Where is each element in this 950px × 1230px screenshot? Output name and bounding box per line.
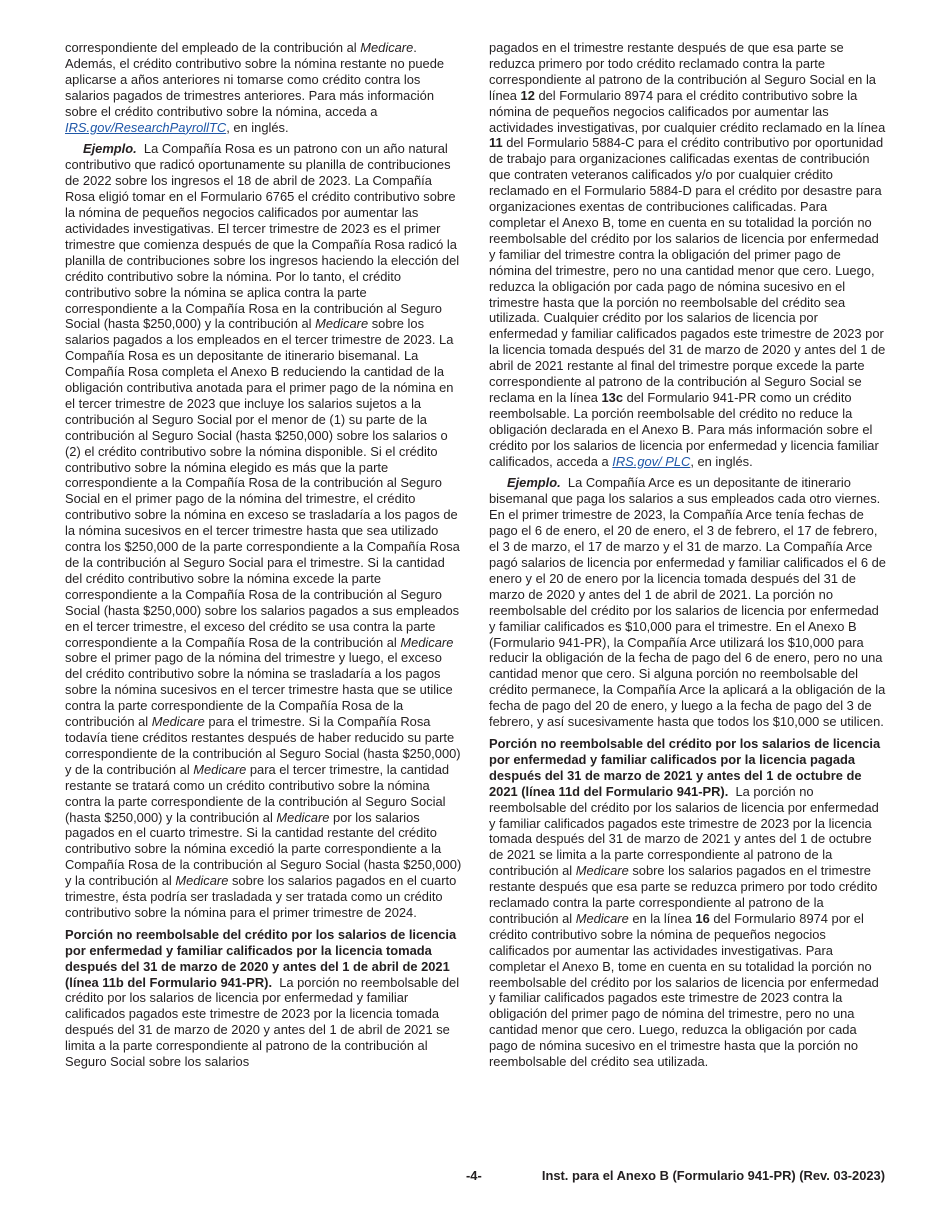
- example-label: Ejemplo.: [83, 141, 137, 157]
- section-heading: Porción no reembolsable del crédito por los salarios de licencia por enfermedad y familiar calificados por la licencia pagada después del 31 de marzo de 2021 y antes del 1 de octubre de 2021 (línea 11d del Formulario 941-PR).: [489, 735, 881, 799]
- section-paragraph: [65, 927, 462, 1070]
- example-paragraph: [489, 475, 886, 730]
- section-text: La porción no reembolsable del crédito por los salarios de licencia por enfermedad y familiar calificados pagados este trimestre de 2023 por la licencia tomada después del 31 de marzo de 2021 y antes del 1 de octubre de 2021 se limita a la parte correspondiente al patrono de la contribución al Medicare sobre los salarios pagados en el trimestre restante después que esa parte se reduzca primero por todo crédito reclamado contra la parte correspondiente al patrono de la contribución al Medicare en la línea 16 del Formulario 8974 por el crédito contributivo sobre la nómina de pequeños negocios calificados por aumentar las actividades investigativas. Para completar el Anexo B, tome en cuenta en su totalidad la porción no reembolsable del crédito por los salarios de licencia por enfermedad y familiar calificados pagados este trimestre de 2023 contra la obligación del primer pago de nómina del trimestre, pero no una cantidad menor que cero. Luego, reduzca la obligación por cada pago de nómina sucesivo en el trimestre hasta que la porción no reembolsable del crédito sea utilizada.: [489, 783, 879, 1070]
- left-column: [65, 40, 462, 1076]
- irs-link[interactable]: IRS.gov/ResearchPayrollTC: [65, 119, 227, 135]
- example-text: La Compañía Rosa es un patrono con un año natural contributivo que radicó oportunamente su planilla de contribuciones de 2022 sobre los ingresos el 18 de abril de 2023. La Compañía Rosa eligió tomar en el Formulario 6765 el crédito contributivo sobre la nómina de pequeños negocios calificados por aumentar las actividades investigativas. El tercer trimestre de 2023 es el primer trimestre que comienza después de que la Compañía Rosa radicó la planilla de contribuciones sobre los ingresos haciendo la elección del crédito contributivo sobre la nómina. Por lo tanto, el crédito contributivo sobre la nómina se aplica contra la parte correspondiente a la Compañía Rosa en la contribución al Seguro Social (hasta $250,000) y la contribución al Medicare sobre los salarios pagados a los empleados en el tercer trimestre de 2023. La Compañía Rosa es un depositante de itinerario bisemanal. La Compañía Rosa completa el Anexo B reduciendo la cantidad de la obligación contributiva anotada para el primer pago de la nómina en el tercer trimestre de 2023 que incluye los salarios sujetos a la contribución al Seguro Social por el menor de (1) su parte de la contribución al Seguro Social (hasta $250,000) sobre los salarios o (2) el crédito contributivo sobre la nómina disponible. Si el crédito contributivo sobre la nómina elegido es más que la parte correspondiente a la Compañía Rosa de la contribución al Seguro Social en el primer pago de la nómina del trimestre, el crédito contributivo sobre la nómina en exceso se trasladaría a los pagos de la nómina sucesivos en el tercer trimestre hasta que sea utilizado contra los $250,000 de la parte correspondiente a la Compañía Rosa de la contribución al Seguro Social para el trimestre. Si la cantidad del crédito contributivo sobre la nómina excede la parte correspondiente a la Compañía Rosa de la contribución al Seguro Social (hasta $250,000) sobre los salarios pagados a sus empleados en el tercer trimestre, el exceso del crédito se usa contra la parte correspondiente a la Compañía Rosa de la contribución al Medicare sobre el primer pago de la nómina del trimestre y luego, el exceso del crédito contributivo sobre la nómina se trasladaría a los pagos sobre la nómina sucesivos en el tercer trimestre hasta que se utilice contra la parte correspondiente de la Compañía Rosa de la contribución al Medicare para el trimestre. Si la Compañía Rosa todavía tiene créditos restantes después de haber reducido su parte correspondiente de la contribución al Seguro Social (hasta $250,000) y de la contribución al Medicare para el tercer trimestre, la cantidad restante se tratará como un crédito contributivo sobre la nómina contra la parte correspondiente de la contribución al Seguro Social (hasta $250,000) y la contribución al Medicare por los salarios pagados en el cuarto trimestre. Si la cantidad restante del crédito contributivo sobre la nómina excedió la parte correspondiente a la Compañía Rosa de la contribución al Seguro Social (hasta $250,000) y la contribución al Medicare sobre los salarios pagados en el cuarto trimestre, ésta podría ser trasladada y ser tratada como un crédito contributivo sobre la nómina para el primer trimestre de 2024.: [65, 141, 462, 920]
- example-label: Ejemplo.: [507, 475, 561, 491]
- irs-link[interactable]: IRS.gov/ PLC: [612, 453, 691, 469]
- paragraph: pagados en el trimestre restante después de que esa parte se reduzca primero por todo crédito reclamado contra la parte correspondiente al patrono de la contribución al Seguro Social en la línea 12 del Formulario 8974 para el crédito contributivo sobre la nómina de pequeños negocios calificados por aumentar las actividades investigativas, por cualquier crédito reclamado en la línea 11 del Formulario 5884-C para el crédito contributivo por oportunidad de trabajo para organizaciones calificadas exentas de contribución que contraten veteranos calificados y/o por cualquier crédito reclamado en el Formulario 5884-D para el crédito por desastre para organizaciones exentas de contribuciones calificadas. Para completar el Anexo B, tome en cuenta en su totalidad la porción no reembolsable del crédito por los salarios de licencia por enfermedad y familiar del trimestre contra la obligación del primer pago de nómina del trimestre, pero no una cantidad menor que cero. Luego, reduzca la obligación por cada pago de nómina sucesivo en el trimestre hasta que la porción no reembolsable del crédito sea utilizada. Cualquier crédito por los salarios de licencia por enfermedad y familiar calificados pagados este trimestre de 2023 por la licencia tomada después del 31 de marzo de 2020 y antes del 1 de abril de 2021 restante al final del trimestre porque excede la parte correspondiente al patrono de la contribución al Seguro Social se reclama en la línea 13c del Formulario 941-PR como un crédito reembolsable. La porción reembolsable del crédito no reduce la obligación declarada en el Anexo B. Para más información sobre el crédito por los salarios de licencia por enfermedad y licencia familiar calificados, acceda a IRS.gov/ PLC, en inglés.: [489, 40, 886, 469]
- page-number: -4-: [466, 1168, 482, 1183]
- example-text: La Compañía Arce es un depositante de itinerario bisemanal que paga los salarios a sus empleados cada otro viernes. En el primer trimestre de 2023, la Compañía Arce tenía fechas de pago el 6 de enero, el 20 de enero, el 3 de febrero, el 17 de febrero, el 3 de marzo, el 17 de marzo y el 31 de marzo. La Compañía Arce pagó salarios de licencia por enfermedad y familiar calificados el 6 de enero y el 20 de enero por la licencia tomada después del 31 de marzo de 2020 y antes del 1 de abril de 2021. La porción no reembolsable del crédito por los salarios de licencia por enfermedad y familiar calificados es $10,000 para el trimestre. En el Anexo B (Formulario 941-PR), la Compañía Arce utilizará los $10,000 para reducir la obligación de la fecha de pago del 6 de enero, pero no una cantidad menor que cero. Si alguna porción no reembolsable del crédito permanece, la Compañía Arce la aplicará a la obligación de la fecha de pago del 20 de enero, y luego a la fecha de pago del 3 de febrero, y así sucesivamente hasta que todos los $10,000 se utilicen.: [489, 475, 886, 730]
- form-title: Inst. para el Anexo B (Formulario 941-PR) (Rev. 03-2023): [541, 1168, 885, 1183]
- example-paragraph: [65, 141, 462, 920]
- right-column: [489, 40, 886, 1076]
- paragraph: correspondiente del empleado de la contribución al Medicare. Además, el crédito contributivo sobre la nómina restante no puede aplicarse a años anteriores ni tomarse como crédito contra los salarios pagados de trimestres anteriores. Para más información sobre el crédito contributivo sobre la nómina, acceda a IRS.gov/ResearchPayrollTC, en inglés.: [65, 40, 445, 135]
- section-heading: Porción no reembolsable del crédito por los salarios de licencia por enfermedad y familiar calificados por la licencia tomada después del 31 de marzo de 2020 y antes del 1 de abril de 2021 (línea 11b del Formulario 941-PR).: [65, 926, 457, 990]
- section-text: La porción no reembolsable del crédito por los salarios de licencia por enfermedad y familiar calificados pagados este trimestre de 2023 por la licencia tomada después del 31 de marzo de 2020 y antes del 1 de abril de 2021 se limita a la parte correspondiente al patrono de la contribución al Seguro Social sobre los salarios: [65, 974, 460, 1070]
- section-paragraph: [489, 736, 886, 1070]
